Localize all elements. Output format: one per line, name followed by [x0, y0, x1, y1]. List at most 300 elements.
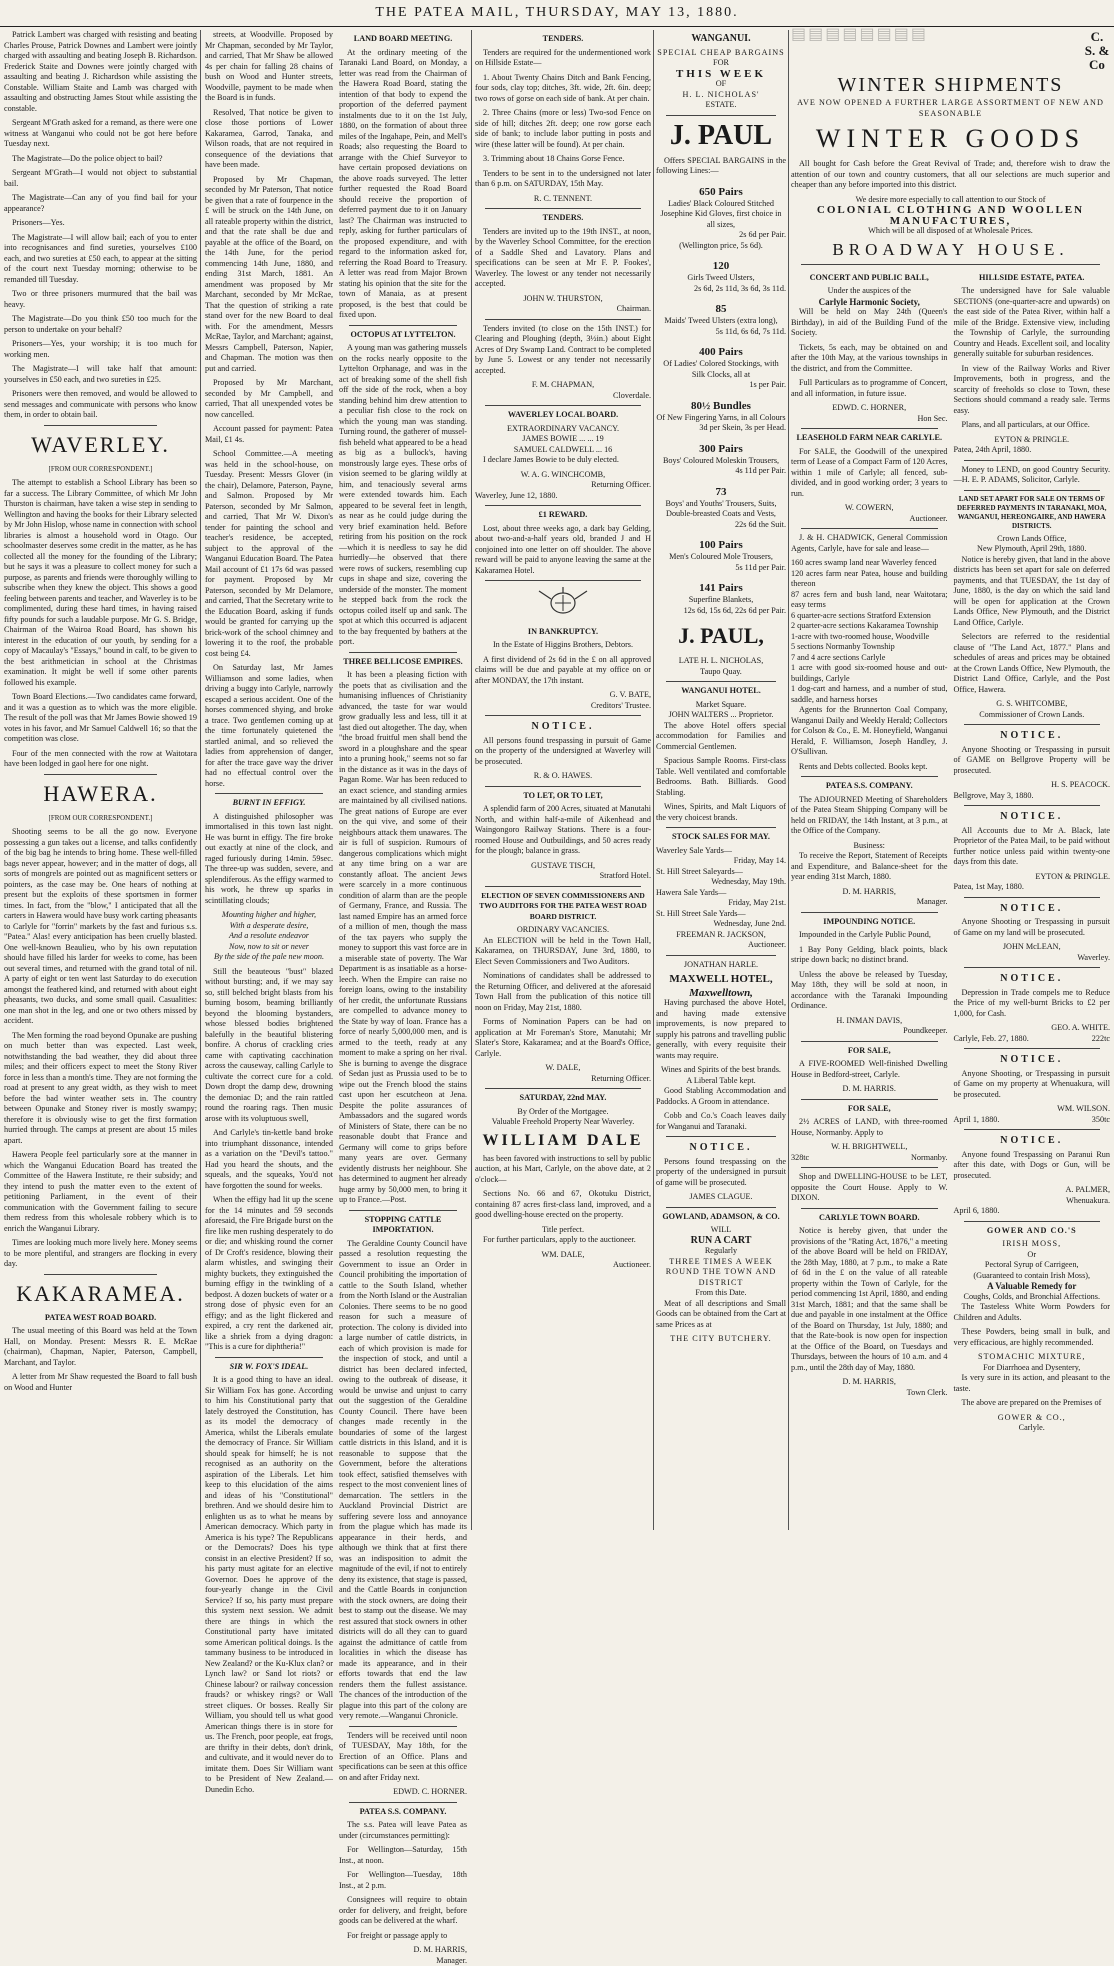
- advert-text: For freight or passage apply to: [339, 1931, 467, 1942]
- advert-text: Cobb and Co.'s Coach leaves daily for Wanganui and Taranaki.: [656, 1111, 786, 1132]
- item-price: 3d per Skein, 3s per Head.: [656, 423, 786, 434]
- advert-line: From this Date.: [656, 1288, 786, 1299]
- advert-text: Wines, Spirits, and Malt Liquors of the very choicest brands.: [656, 802, 786, 823]
- sale-date: Friday, May 21st.: [656, 898, 786, 909]
- advert-text: Tickets, 5s each, may be obtained on and after the 10th May, at the various townships in the district, and from the Committee.: [791, 343, 948, 375]
- advert-heading: NOTICE.: [656, 1143, 786, 1154]
- advert-text: Tenders are required for the undermentioned work on Hillside Estate—: [475, 48, 651, 69]
- masthead: THE PATEA MAIL, THURSDAY, MAY 13, 1880.: [0, 0, 1114, 27]
- divider: [801, 1099, 938, 1100]
- advert-text: Full Particulars as to programme of Concert, and all information, in future issue.: [791, 378, 948, 399]
- item-price: 2s 6d, 2s 11d, 3s 6d, 3s 11d.: [656, 284, 786, 295]
- advert-text: For further particulars, apply to the auctioneer.: [475, 1235, 651, 1246]
- signature-place: Whenuakura.: [954, 1196, 1111, 1207]
- advert-line: IRISH MOSS,: [954, 1239, 1111, 1250]
- advert-text: The above are prepared on the Premises of: [954, 1398, 1111, 1409]
- advert-heading: PATEA S.S. COMPANY.: [791, 781, 948, 792]
- advert-text: 1 Bay Pony Gelding, black points, black stripe down back; no distinct brand.: [791, 945, 948, 966]
- advert-line: THREE TIMES A WEEK: [656, 1257, 786, 1268]
- column-2b: [339, 30, 467, 1966]
- advert-text: Anyone Shooting, or Trespassing in pursuit of Game on my property at Whenuakura, will be prosecuted.: [954, 1069, 1111, 1101]
- paragraph: On Saturday last, Mr James Williamson and some ladies, when driving a buggy into Carlyle, narrowly escaped a serious accident. One of the horses commenced shying, and broke a trace. Two gentlemen coming up at the time fortunately quietened the startled animal, and so relieved the ladies from apprehension of danger, for after the trace gave way the driver had no effectual control over the horse.: [205, 663, 333, 789]
- signature: EYTON & PRINGLE.: [954, 435, 1111, 446]
- advert-line: THIS WEEK: [656, 69, 786, 80]
- signature: R. & O. HAWES.: [475, 771, 651, 782]
- signature-role: Creditors' Trustee.: [475, 701, 651, 712]
- advert-text: J. & H. CHADWICK, General Commission Agents, Carlyle, have for sale and lease—: [791, 533, 948, 554]
- item-price: 2s 6d per Pair.: [656, 230, 786, 241]
- advert-heading: NOTICE.: [954, 1055, 1111, 1066]
- advert-line: For Diarrhoea and Dysentery,: [954, 1363, 1111, 1374]
- signature-role: Commissioner of Crown Lands.: [954, 710, 1111, 721]
- advert-heading: LEASEHOLD FARM NEAR CARLYLE.: [791, 433, 948, 444]
- divider: [964, 897, 1101, 898]
- advert-date: Patea, 1st May, 1880.: [954, 882, 1111, 893]
- divider: [964, 1048, 1101, 1049]
- advert-date: April 1, 1880.: [954, 1115, 1000, 1126]
- item-description: Girls Tweed Ulsters,: [656, 273, 786, 284]
- advert-text: Anyone Shooting or Trespassing in pursuit of GAME on Bellgrove Property will be prosecuted.: [954, 745, 1111, 777]
- paragraph: The usual meeting of this Board was held at the Town Hall, on Monday. Present: Messrs R. E. McRae (chairman), Chapman, Napier, Paterson, Campbell, Marchant, and Taylor.: [4, 1326, 197, 1368]
- divider: [666, 955, 776, 956]
- paragraph: When the effigy had lit up the scene for the 14 minutes and 59 seconds aforesaid, the Fire Brigade burst on the fire like men rushing desperately to do or die; and whisking round the corner of Dr Croft's residence, blowing their alarm whistles, and swinging their mighty buckets, they extinguished the burning effigy in the twinkling of a bedpost. A dozen buckets of water or a strong dose of physic even for an effigy; and as the light flickered and expired, a cry rent the darkened air, like a shriek from a dying dragon: "This is a cure for diphtheria!": [205, 1195, 333, 1353]
- divider: [485, 715, 641, 716]
- advert-text: In view of the Railway Works and River Improvements, both in progress, and the scarcity of freeholds so close to Town, these Sections should command a ready sale. Terms easy.: [954, 364, 1111, 417]
- advert-heading: LAND SET APART FOR SALE ON TERMS OF DEFERRED PAYMENTS IN TARANAKI, MOA, WANGANUI, HEREONGAIRE, AND HAWERA DISTRICTS.: [954, 495, 1111, 531]
- item-price: 12s 6d, 15s 6d, 22s 6d per Pair.: [656, 606, 786, 617]
- signature-place: Normanby.: [911, 1153, 948, 1164]
- poll-result: SAMUEL CALDWELL ... 16: [475, 445, 651, 456]
- advert-heading: FOR SALE,: [791, 1046, 948, 1057]
- item-quantity: 300 Pairs: [656, 442, 786, 456]
- divider: [801, 1041, 938, 1042]
- advert-heading: NOTICE.: [954, 974, 1111, 985]
- divider: [44, 1274, 157, 1275]
- item-quantity: 120: [656, 259, 786, 273]
- paragraph: Prisoners—Yes, your worship; it is too much for working men.: [4, 339, 197, 360]
- advert-text: Tenders invited (to close on the 15th INST.) for Clearing and Ploughing (depth, 3½in.) about Eight Acres of Dry Swamp Land. Contract to be completed by June 5. Lowest or any tender not necessarily accepted.: [475, 324, 651, 377]
- advert-date: Waverley, June 12, 1880.: [475, 491, 651, 502]
- paragraph: The Magistrate—I will allow bail; each of you to enter into recognisances and find sureties, yourselves £100 each, and two sureties at £50 each, to appear at the sitting of the court next Tuesday morning; otherwise to be remanded till Tuesday.: [4, 233, 197, 286]
- advert-line: (Guaranteed to contain Irish Moss),: [954, 1271, 1111, 1282]
- column-2: [205, 30, 467, 1530]
- advert-line: LATE H. L. NICHOLAS,: [656, 656, 786, 667]
- signature-role: Poundkeeper.: [791, 1026, 948, 1037]
- advert-text: Plans, and all particulars, at our Office.: [954, 420, 1111, 431]
- advert-text: Spacious Sample Rooms. First-class Table. Well ventilated and comfortable Bedrooms. Bath. Billiards. Good Stabling.: [656, 756, 786, 798]
- signature: W. A. G. WINCHCOMB,: [475, 470, 651, 481]
- column-rule: [788, 30, 789, 1530]
- item-description: Maids' Tweed Ulsters (extra long),: [656, 316, 786, 327]
- column-rule: [471, 30, 472, 1530]
- signature-role: Auctioneer.: [475, 1260, 651, 1271]
- advert-text: The Tasteless White Worm Powders for Children and Adults.: [954, 1302, 1111, 1323]
- advert-line: New Plymouth, April 29th, 1880.: [954, 544, 1111, 555]
- section-title-kakaramea: KAKARAMEA.: [4, 1281, 197, 1307]
- advert-text: An ELECTION will be held in the Town Hall, Kakaramea, on THURSDAY, June 3rd, 1880, to Elect Seven Commissioners and Two Auditors.: [475, 936, 651, 968]
- advert-heading: CARLYLE TOWN BOARD.: [791, 1213, 948, 1224]
- section-title-waverley: WAVERLEY.: [4, 432, 197, 458]
- advert-line: Wines and Spirits of the best brands.: [656, 1065, 786, 1076]
- paragraph: Town Board Elections.—Two candidates came forward, and it was a question as to which was the more eligible. The result of the poll was that Mr James Bowie showed 19 votes in his favor, and Mr Samuel Caldwell 16; so that the competition was close.: [4, 692, 197, 745]
- signature-role: Chairman.: [475, 304, 651, 315]
- divider: [485, 1088, 641, 1089]
- listing: 120 acres farm near Patea, house and building thereon: [791, 569, 948, 590]
- advert-line: FOR: [656, 58, 786, 69]
- column-4: [656, 30, 786, 1530]
- signature: WM. WILSON.: [954, 1104, 1111, 1115]
- advert-heading: PATEA S.S. COMPANY.: [339, 1807, 467, 1818]
- advert-date: April 6, 1880.: [954, 1206, 1111, 1217]
- divider: [349, 1726, 457, 1727]
- advert-heading: TENDERS.: [475, 34, 651, 45]
- divider: [666, 827, 776, 828]
- advert-heading: HILLSIDE ESTATE, PATEA.: [954, 273, 1111, 284]
- item-price: 5s 11d, 6s 6d, 7s 11d.: [656, 327, 786, 338]
- paragraph: Prisoners—Yes.: [4, 218, 197, 229]
- item-price: 5s 11d per Pair.: [656, 563, 786, 574]
- divider: [801, 1167, 938, 1168]
- divider: [485, 886, 641, 887]
- crest-icon: [475, 585, 651, 623]
- advert-heading: IMPOUNDING NOTICE.: [791, 917, 948, 928]
- paragraph: At the ordinary meeting of the Taranaki Land Board, on Monday, a letter was read from the Chairman of the Hawera Road Board, stating the intention of that body to expend the proportion of the deferred payment instalments due to it on the 1st July, 1880, on the formation of about three miles of the Ingahape, Pein, and Mell's Roads; also requesting the Board to arrange with the Chief Surveyor to have certain proposed deviations on the above roads surveyed. The letter further requested the Road Board should receive the proportion of deferred payment due to it on January last? The Chairman was instructed to reply, asking for further particulars of the proposed expenditure, and with regard to the information asked for, referring the Road Board to Treasury. A letter was read from Major Brown stating his opinion that the site for the town of Manaia, as at present proposed, is the best that could be fixed upon.: [339, 48, 467, 321]
- paragraph: Two or three prisoners murmured that the bail was heavy.: [4, 289, 197, 310]
- advert-text: Anyone Shooting or Trespassing in pursuit of Game on my land will be prosecuted.: [954, 917, 1111, 938]
- listing: 87 acres fern and bush land, near Waitotara; easy terms: [791, 590, 948, 611]
- advert-line: ESTATE.: [656, 100, 786, 111]
- advert-text: 3. Trimming about 18 Chains Gorse Fence.: [475, 154, 651, 165]
- sale-date: Wednesday, June 2nd.: [656, 919, 786, 930]
- signature-role: Auctioneer.: [791, 514, 948, 525]
- advert-line: OF: [656, 79, 786, 90]
- advert-text: Unless the above be released by Tuesday, May 18th, they will be sold at noon, in accordance with the Taranaki Impounding Ordinance.: [791, 970, 948, 1012]
- item-description: Boys' and Youths' Trousers, Suits, Double-breasted Coats and Vests,: [656, 499, 786, 520]
- advert-line: We desire more especially to call attention to our Stock of: [791, 195, 1110, 206]
- paragraph: The Magistrate—Do the police object to bail?: [4, 154, 197, 165]
- column-5: [791, 30, 1110, 1530]
- divider: [666, 1207, 776, 1208]
- advert-text: In the Estate of Higgins Brothers, Debtors.: [475, 640, 651, 651]
- advert-line: A Liberal Table kept.: [656, 1076, 786, 1087]
- advert-heading: TENDERS.: [475, 213, 651, 224]
- item-quantity: 141 Pairs: [656, 581, 786, 595]
- advert-subheading: By Order of the Mortgagee.: [475, 1107, 651, 1118]
- column-1: [4, 30, 197, 1530]
- advert-code: 222tc: [1092, 1034, 1110, 1045]
- advert-text: Consignees will require to obtain order for delivery, and freight, before goods can be delivered at the wharf.: [339, 1895, 467, 1927]
- advert-heading: FOR SALE,: [791, 1104, 948, 1115]
- signature: A. PALMER,: [954, 1185, 1111, 1196]
- divider: [485, 319, 641, 320]
- advert-line: Crown Lands Office,: [954, 534, 1111, 545]
- advert-text: For Wellington—Tuesday, 18th Inst., at 2 p.m.: [339, 1870, 467, 1891]
- advert-text: Nominations of candidates shall be addressed to the Returning Officer, and delivered at the aforesaid Town Hall from the publication of this notice till noon on Friday, May 21st, 1880.: [475, 971, 651, 1013]
- signature-place: Waverley.: [954, 953, 1111, 964]
- divider: [666, 681, 776, 682]
- divider: [964, 805, 1101, 806]
- advert-text: Offers SPECIAL BARGAINS in the following Lines:—: [656, 156, 786, 177]
- advert-text: Forms of Nomination Papers can be had on application at Mr Foreman's Store, Manutahi; Mr Slater's Store, Kakaramea; and at the Board's Office, Carlyle.: [475, 1017, 651, 1059]
- paragraph: The Men forming the road beyond Opunake are pushing on much better than was expected. Last week, notwithstanding the bad weather, they did about three miles; and their officers expect to meet the Stony River force in less than a month's time. They are not forming the road at present to any great width, as they wish to meet before the bad winter weather sets in. The country between Opunake and Stoney river is mostly swampy; therefore it is obviously wise to get the first formation hurried through. The camps at present are about 15 miles apart.: [4, 1031, 197, 1147]
- advert-code: 350tc: [1092, 1115, 1110, 1126]
- item-description: Ladies' Black Coloured Stitched Josephine Kid Gloves, first choice in all sizes,: [656, 199, 786, 231]
- advert-line: Or: [954, 1250, 1111, 1261]
- item-price: 4s 11d per Pair.: [656, 466, 786, 477]
- advert-line: AVE NOW OPENED A FURTHER LARGE ASSORTMENT OF NEW AND SEASONABLE: [791, 98, 1110, 119]
- listing: 1 acre with good six-roomed house and out-buildings, Carlyle: [791, 663, 948, 684]
- divider: [964, 1221, 1101, 1222]
- divider: [215, 1357, 323, 1358]
- divider: [801, 428, 938, 429]
- signature: JOHN McLEAN,: [954, 942, 1111, 953]
- advert-line: COLONIAL CLOTHING AND WOOLLEN MANUFACTURES,: [791, 205, 1110, 226]
- paragraph: The Magistrate—Can any of you find bail for your appearance?: [4, 193, 197, 214]
- advert-heading: STOCK SALES FOR MAY.: [656, 832, 786, 843]
- signature: G. S. WHITCOMBE,: [954, 699, 1111, 710]
- item-quantity: 80½ Bundles: [656, 399, 786, 413]
- listing: 6 quarter-acre sections Stratford Extension: [791, 611, 948, 622]
- advert-subheading: Maxwelltown,: [656, 988, 786, 999]
- signature: GEO. A. WHITE.: [954, 1023, 1111, 1034]
- advert-text: I declare James Bowie to be duly elected.: [475, 455, 651, 466]
- paragraph: The Magistrate—I will take half that amount: yourselves in £50 each, and two sureties in £25.: [4, 364, 197, 385]
- advert-text: Notice is hereby given, that land in the above districts has been set apart for sale on deferred payments, and that TUESDAY, the 1st day of June, 1880, is the day on which the said land will be open for application at the Crown Lands Office, New Plymouth, and the District Land Office, Carlyle.: [954, 555, 1111, 629]
- advert-text: All persons found trespassing in pursuit of Game on the property of the undersigned at Waverley will be prosecuted.: [475, 736, 651, 768]
- listing: 1 dog-cart and harness, and a number of stud, saddle, and harness horses: [791, 684, 948, 705]
- paragraph: The attempt to establish a School Library has been so far a success. The Library Committee, of which Mr John Thurston is chairman, have taken a wise step in sending to Wellington and having the books for their Library selected by Mr John Hislop, whose name in connection with school libraries is almost a household word in Otago. Our schoolmaster deserves some credit in the matter, as he has collected all the money for the founding of the Library; but he says it was a pleasure to collect money for such a purpose, as parents and friends were thoroughly willing to subscribe when they knew the object. This shows a good feeling between parents and teacher, and Waverley is to be complimented, during these hard times, in having raised fifty pounds for such a laudable purpose. Mr G. S. Bridge, Chairman of the Wairoa Road Board, has shown his interest in the education of our youth, by sending for a copy of Macaulay's "Essays," bound in calf, to be given to the best arithmetician in school at the Christmas examination. It might be well if some other parents followed his example.: [4, 478, 197, 688]
- advert-text: The s.s. Patea will leave Patea as under (circumstances permitting):: [339, 1820, 467, 1841]
- item-description: Men's Coloured Mole Trousers,: [656, 552, 786, 563]
- advert-text: Lost, about three weeks ago, a dark bay Gelding, about two-and-a-half years old, branded J and H conjoined into one letter on off shoulder. The above reward will be paid to anyone leaving the same at the Kakaramea Hotel.: [475, 524, 651, 577]
- item-quantity: 400 Pairs: [656, 345, 786, 359]
- advert-line: GOWER & CO.,: [954, 1413, 1111, 1424]
- advert-line: THE CITY BUTCHERY.: [656, 1334, 786, 1345]
- signature: W. COWERN,: [791, 503, 948, 514]
- item-description: Of New Fingering Yarns, in all Colours: [656, 413, 786, 424]
- paragraph: streets, at Woodville. Proposed by Mr Chapman, seconded by Mr Taylor, and carried, That Mr Shaw be allowed 4s per chain for falling 28 chains of bush on Wood and Hunter streets, Woodville, payment to be made when the Board is in funds.: [205, 30, 333, 104]
- advert-text: Tenders are invited up to the 19th INST., at noon, by the Waverley School Committee, for the erection of a Saddle Shed and Lavatory. Plans and specifications can be seen at Mr F. P. Fookes', Waverley. The lowest or any tender not necessarily accepted.: [475, 227, 651, 290]
- advert-line: H. L. NICHOLAS': [656, 90, 786, 101]
- article-heading: SIR W. FOX'S IDEAL.: [205, 1362, 333, 1373]
- divider: [801, 912, 938, 913]
- advert-line: RUN A CART: [656, 1236, 786, 1247]
- column-5a: [791, 269, 948, 1434]
- advert-text: 2½ ACRES of LAND, with three-roomed House, Normanby. Apply to: [791, 1117, 948, 1138]
- paragraph: Times are looking much more lively here. Money seems to be more plentiful, and strangers are flocking in every day.: [4, 1238, 197, 1270]
- divider: [964, 1129, 1101, 1130]
- item-note: (Wellington price, 5s 6d).: [656, 241, 786, 252]
- advert-text: Notice is hereby given, that under the provisions of the "Rating Act, 1876," a meeting of the above Board will be held on FRIDAY, the 28th May, 1880, at 7 p.m., to make a Rate of 6d in the £ on the value of all rateable property within the Town of Carlyle, for the period commencing 1st April, 1880, and ending 31st March, 1881; and that the same shall be due and payable in one instalment at the Office of the Board on Thursday, 1st July, 1880; and that the Rate-book is now open for inspection at the Office of the Board, on Tuesdays and Thursdays, between the hours of 10 a.m. and 4 p.m., until the 28th day of May, 1880.: [791, 1226, 948, 1373]
- advert-title: BROADWAY HOUSE.: [791, 240, 1110, 260]
- signature: W. DALE,: [475, 1063, 651, 1074]
- signature: EDWD. C. HORNER.: [339, 1787, 467, 1798]
- paragraph: Four of the men connected with the row at Waitotara have been lodged in gaol here for one night.: [4, 749, 197, 770]
- divider: [349, 1210, 457, 1211]
- advert-text: Anyone found Trespassing on Paranui Run after this date, with Dogs or Gun, will be prosecuted.: [954, 1150, 1111, 1182]
- advert-heading: WANGANUI HOTEL.: [656, 686, 786, 697]
- faded-print: ▤▤▤▤▤▤▤▤: [791, 30, 921, 60]
- advert-text: Is very sure in its action, and pleasant to the taste.: [954, 1373, 1111, 1394]
- divider: [349, 652, 457, 653]
- paragraph: School Committee.—A meeting was held in the school-house, on Tuesday. Present: Messrs Glover (in the chair), Delamore, Paterson, Payne, and Salmon. Proposed by Mr Paterson, seconded by Mr Salmon, and carried, That Mr W. Dixon's tender for painting the school and teacher's residence, be accepted, subject to the approval of the Wanganui Education Board. The Patea Mail account of £1 17s 6d was passed for payment. Proposed by Mr Paterson, seconded by Mr Delamore, and carried, That the Secretary write to the Education Board, asking if funds would be granted for carrying up the brick-work of the school chimney and lowering it to the roof, the probable cost being £4.: [205, 449, 333, 659]
- paragraph: Hawera People feel particularly sore at the manner in which the Wanganui Education Board has treated the Committee of the Hawera Institute, re their subsidy; and they intend to push the matter even to the extent of petitioning Parliament, in the event of their communication with the Government failing to secure them redress from this wholesale robbery which is to enrich the Wanganui Library.: [4, 1150, 197, 1234]
- signature: WM. DALE,: [475, 1250, 651, 1261]
- advert-text: All Accounts due to Mr A. Black, late Proprietor of the Patea Mail, to be paid without further notice unless paid within twenty-one days from this date.: [954, 826, 1111, 868]
- item-quantity: 100 Pairs: [656, 538, 786, 552]
- advert-line: Taupo Quay.: [656, 667, 786, 678]
- sale-venue: Waverley Sale Yards—: [656, 846, 786, 857]
- advert-heading: TO LET, OR TO LET,: [475, 791, 651, 802]
- signature: JAMES CLAGUE.: [656, 1192, 786, 1203]
- signature: G. V. BATE,: [475, 690, 651, 701]
- divider: [801, 776, 938, 777]
- column-5b: [954, 269, 1111, 1434]
- advert-line: SPECIAL CHEAP BARGAINS: [656, 48, 786, 59]
- item-price: 22s 6d the Suit.: [656, 520, 786, 531]
- advert-heading: NOTICE.: [954, 731, 1111, 742]
- advert-text: Tenders will be received until noon of TUESDAY, May 18th, for the Erection of an Office. Plans and specifications can be seen at this office on and after Friday next.: [339, 1731, 467, 1784]
- paragraph: A letter from Mr Shaw requested the Board to fall bush on Wood and Hunter: [4, 1372, 197, 1393]
- signature: D. M. HARRIS,: [791, 887, 948, 898]
- sale-venue: St. Hill Street Sale Yards—: [656, 909, 786, 920]
- poll-result: JAMES BOWIE ... ... 19: [475, 434, 651, 445]
- advert-date: Bellgrove, May 3, 1880.: [954, 791, 1111, 802]
- advert-date: Patea, 24th April, 1880.: [954, 445, 1111, 456]
- advert-subheading: EXTRAORDINARY VACANCY.: [475, 424, 651, 435]
- divider: [485, 505, 641, 506]
- paragraph: A young man was gathering mussels on the rocks nearly opposite to the Lyttelton Orphanage, and was in the act of breaking some of the shell fish off the side of the rock, when a boy standing behind him drew attention to a peculiar fish close to the rock on which the young man was standing. Turning round, the gatherer of mussel-fish beheld what appeared to be a head as big as a bullock's, having monstrously large eyes. These orbs of vision seemed to be glaring wildly at him, and tenaciously several arms were extended towards him. Each appeared to be several feet in length, as near as he could judge during the very brief examination held. Before retiring from his position on the rock—which it is needless to say he did hurriedly—he observed that there were rows of suckers, resembling cup cups in shape and size, covering the underside of the monster. The moment he stepped back from the rock the octopus coiled itself up and sank. The spot at which this occurred is adjacent to the bay frequented by bathers at the port.: [339, 343, 467, 648]
- listing: 1-acre with two-roomed house, Woodville: [791, 632, 948, 643]
- paragraph: Resolved, That notice be given to close those portions of Lower Kakaramea, Garrod, Tanaka, and Wilson roads, that are not required in consequence of the deviations that have been made.: [205, 108, 333, 171]
- signature-role: Hon Sec.: [791, 414, 948, 425]
- signature: EYTON & PRINGLE.: [954, 872, 1111, 883]
- advert-code: 328tc: [791, 1153, 809, 1164]
- sale-date: Friday, May 14.: [656, 856, 786, 867]
- signature: JOHN W. THURSTON,: [475, 294, 651, 305]
- divider: [666, 115, 776, 116]
- advert-text: Money to LEND, on good Country Security.—H. E. P. ADAMS, Solicitor, Carlyle.: [954, 465, 1111, 486]
- auctioneer-name: WILLIAM DALE: [475, 1131, 651, 1151]
- divider: [485, 580, 641, 581]
- signature: D. M. HARRIS,: [791, 1377, 948, 1388]
- paragraph: Prisoners were then removed, and would be allowed to send messages and communicate with persons who know them, in order to obtain bail.: [4, 389, 197, 421]
- advert-line: WILL: [656, 1225, 786, 1236]
- section-title-hawera: HAWERA.: [4, 781, 197, 807]
- divider: [44, 774, 157, 775]
- advert-line: Business:: [791, 841, 948, 852]
- advert-text: Good Stabling Accommodation and Paddocks. A Groom in attendance.: [656, 1086, 786, 1107]
- advert-text: Persons found trespassing on the property of the undersigned in pursuit of game will be prosecuted.: [656, 1157, 786, 1189]
- paragraph: It has been a pleasing fiction with the poets that as civilisation and the humanising influences of Christianity advanced, the taste for war would grow gradually less and less, till it at last died out altogether. The day, when "the broad fruitful men shall bend the sword in a ploughshare and the spear into a pruning hook," seems not so far in the distance as it was in the days of Pagan Rome. War has been reduced to an exact science, and standing armies are maintained by all civilised nations. The great nations of Europe are ever on the qui vive, and some of their neighbours attack them unawares. The air is full of suspicion. Rumours of dangerous complications which might at any time bring on a war are constantly afloat. The ancient Jews were scarcely in a more continuous condition of alarm than are the people of Germany, France, and Russia. The last named Empire has an armed force of a million of men, though the mass of the tax payers who supply the money to support this vast force are in a miserable state of poverty. The War Department is as insatiable as a horse-leech. When the Empire can raise no foreign loans, owing to the instability of her credit, the unfortunate Russians are compelled to advance money to the State by way of loan. France has a force of nearly 5,000,000 men, and is armed to the teeth, ready at any moment to make a spring on her rival. She is burning to avenge the disgrace of Sedan just as Prussia used to be to wipe out the French blood the stains cast upon her escutcheon at Jena. Despite the polite assurances of Ambassadors and the sugared words of Ministers of State, there can be no reasonable doubt that France and Germany will come to grips before many years are over. Germany evidently distrusts her neighbour. She has determined to augment her already huge army by 50,000 men, to bring it up to France.—Post.: [339, 670, 467, 1206]
- paragraph: It is a good thing to have an ideal. Sir William Fox has gone. According to him his Constitutional party that lately destroyed the Constitution, has as its model the democracy of America, whilst the Liberals emulate the democracy of France. Sir William should speak for himself; he is not recognised as an authority on the aspiration of the Liberals. Let him keep to this elucidation of the aims and ideas of his "Constitutional" brethren. And we should desire him to enlighten us as to what he means by American democracy. Which party in America is his type? The Republicans or the Democrats? Does his type consist in an elective President? If so, his party must agitate for an elective Governor. Does he approve of the four-yearly change in the Civil Service? If so, his party must prepare this system next session. We admit there are things in which the Constitutional party have imitated some American political doings. Is the tammany business to be introduced in New Zealand? or the Ku-Klux clan? or Lynch law? or Sand lot riots? or Chinese labour? or railway concession frauds? or whiskey rings? or Wall street cliques. Or bosses. Really Sir William, you should tell us what good American things there is in store for us. The French, poor people, eat frogs, are thrifty in their debts, don't drink, and cultivate, and it would never do to imitate them. Does Sir William want to be President of New Zealand.—Dunedin Echo.: [205, 1375, 333, 1795]
- article-heading: LAND BOARD MEETING.: [339, 34, 467, 45]
- column-rule: [200, 30, 201, 1530]
- advert-line: Carlyle.: [954, 1423, 1111, 1434]
- article-heading: THREE BELLICOSE EMPIRES.: [339, 657, 467, 668]
- advert-heading: ELECTION OF SEVEN COMMISSIONERS AND TWO AUDITORS FOR THE PATEA WEST ROAD BOARD DISTRICT.: [475, 891, 651, 923]
- advert-heading: MAXWELL HOTEL,: [656, 974, 786, 985]
- signature: D. M. HARRIS,: [339, 1945, 467, 1956]
- sale-venue: St. Hill Street Saleyards—: [656, 867, 786, 878]
- advert-heading: IN BANKRUPTCY.: [475, 627, 651, 638]
- divider: [964, 460, 1101, 461]
- signature-role: Returning Officer.: [475, 1074, 651, 1085]
- advert-line: Carlyle Harmonic Society,: [791, 297, 948, 308]
- advert-text: Meat of all descriptions and Small Goods can be obtained from the Cart at same Prices as at: [656, 1299, 786, 1331]
- advert-line: JONATHAN HARLE.: [656, 960, 786, 971]
- advert-text: Will be held on May 24th (Queen's Birthday), in aid of the Building Fund of the Society.: [791, 307, 948, 339]
- paragraph: The Geraldine County Council have passed a resolution requesting the Government to issue an Order in Council prohibiting the importation of cattle to the South Island, whether from the North Island or the Australian Colonies. There seems to be no good reason for such a measure of protection. The colony is divided into a large number of cattle districts, in each of which provision is made for the inspection of stock, and until a district has been declared infected, owing to the outbreak of disease, it would be unwise and unjust to carry out the suggestion of the Geraldine County Council. There have been changes made recently in the boundaries of some of the largest cattle districts in this Island, and it is reasonable to suppose that the Government, before the alterations took effect, satisfied themselves with respect to the most convenient lines of demarcation. The settlers in the Auckland Provincial District are suffering severe loss and annoyance from the plague which has made its appearance in their herds, and although we think that at first there was an indisposition to admit the magnitude of the evil, if not to entirely deny its existence, that stage is passed, and the Cattle Boards in conjunction with the stock owners, are doing their best to stamp out the disease. We may rest assured that stock owners in other districts will do all they can to guard against the admittance of cattle from localities in which the disease has made its appearance, and in their efforts towards that end the law renders them the fullest assistance. The chances of the introduction of the plague into this part of the colony are very remote.—Wanganui Chronicle.: [339, 1239, 467, 1722]
- item-quantity: 73: [656, 485, 786, 499]
- advert-line: A Valuable Remedy for: [954, 1281, 1111, 1292]
- signature: F. M. CHAPMAN,: [475, 380, 651, 391]
- divider: [485, 786, 641, 787]
- advert-subheading: ORDINARY VACANCIES.: [475, 925, 651, 936]
- signature-role: Town Clerk.: [791, 1388, 948, 1399]
- divider: [485, 405, 641, 406]
- section-subtitle: [FROM OUR CORRESPONDENT.]: [4, 813, 197, 824]
- advert-heading: WANGANUI.: [656, 34, 786, 45]
- section-subtitle: [FROM OUR CORRESPONDENT.]: [4, 464, 197, 475]
- item-price: 1s per Pair.: [656, 380, 786, 391]
- advert-text: Rents and Debts collected. Books kept.: [791, 762, 948, 773]
- advert-line: Pectoral Syrup of Carrigeen,: [954, 1260, 1111, 1271]
- listing: 7 and 4 acre sections Carlyle: [791, 653, 948, 664]
- merchant-name: J. PAUL: [656, 120, 786, 152]
- advert-heading: WINTER SHIPMENTS: [791, 75, 1110, 95]
- advert-heading: WAVERLEY LOCAL BOARD.: [475, 410, 651, 421]
- advert-line: Coughs, Colds, and Bronchial Affections.: [954, 1292, 1111, 1303]
- signature: H. INMAN DAVIS,: [791, 1016, 948, 1027]
- paragraph: Still the beauteous "bust" blazed without bursting; and, if we may say so, still belched bright blasts from his burning bosom, beaming brilliantly beyond the blooming bystanders, whose blessed bodies brightened balefully in the beautiful blistering bonfire. A chorus of crackling cries came with captivating cacchination across the causeway, calling Carlyle to cultivate the correct cure for a cold. Down dropt the damp dew, drowning the demoniac D; and the rain rattled round the roaring rags. Then music arose with its voluptuous swell,: [205, 967, 333, 1125]
- advert-heading: GOWER AND CO.'S: [954, 1226, 1111, 1237]
- signature: FREEMAN R. JACKSON,: [656, 930, 786, 941]
- advert-heading: NOTICE.: [954, 1136, 1111, 1147]
- divider: [964, 724, 1101, 725]
- signature: D. M. HARRIS.: [791, 1084, 948, 1095]
- advert-line: Regularly: [656, 1246, 786, 1257]
- article-heading: STOPPING CATTLE IMPORTATION.: [339, 1215, 467, 1236]
- advert-heading: NOTICE.: [954, 812, 1111, 823]
- advert-text: Agents for the Brunnerton Coal Company, Wanganui Daily and Weekly Herald; Collectors for Colson & Co., E. M. Honeyfield, Wanganui Herald, F. Williamson, Joseph Handley, J. O'Sullivan.: [791, 705, 948, 758]
- advert-heading: SATURDAY, 22nd MAY.: [475, 1093, 651, 1104]
- column-rule: [653, 30, 654, 1530]
- signature-role: Returning Officer.: [475, 480, 651, 491]
- divider: [349, 1802, 457, 1803]
- paragraph: Sergeant M'Grath—I would not object to substantial bail.: [4, 168, 197, 189]
- advert-text: The above Hotel offers special accommodation for Families and Commercial Gentlemen.: [656, 721, 786, 753]
- signature-role: Manager.: [339, 1956, 467, 1966]
- advert-text: Selectors are referred to the residential clause of "The Land Act, 1877." Plans and schedules of areas and prices may be obtained at the Crown Lands Office, New Plymouth, the District Land Office, Carlyle, and the Post Office, Hawera.: [954, 632, 1111, 695]
- paragraph: Sergeant M'Grath asked for a remand, as there were one witness at Wanganui who could not be got here before Tuesday next.: [4, 118, 197, 150]
- paragraph: Proposed by Mr Marchant, seconded by Mr Campbell, and carried, That all unexpended votes be now cancelled.: [205, 378, 333, 420]
- signature: W. H. BRIGHTWELL,: [791, 1142, 948, 1153]
- advert-text: A first dividend of 2s 6d in the £ on all approved claims will be due and payable at my office on or after MONDAY, the 17th instant.: [475, 655, 651, 687]
- advert-heading: CONCERT AND PUBLIC BALL,: [791, 273, 948, 284]
- paragraph: And Carlyle's tin-kettle band broke into triumphant dissonance, intended as a variation on the "Devil's tattoo." Had you heard the shouts, and the squeals, and the squeaks, You'd not have forgotten the sound for weeks.: [205, 1128, 333, 1191]
- advert-text: has been favored with instructions to sell by public auction, at his Mart, Carlyle, on the above date, at 2 o'clock—: [475, 1154, 651, 1186]
- article-heading: BURNT IN EFFIGY.: [205, 798, 333, 809]
- merchant-name: J. PAUL,: [656, 620, 786, 652]
- signature-role: Auctioneer.: [656, 940, 786, 951]
- advert-line: Market Square.: [656, 700, 786, 711]
- divider: [801, 1208, 938, 1209]
- advert-text: All bought for Cash before the Great Revival of Trade; and, therefore wish to draw the attention of our town and country customers, that all our selections are much superior and cheaper than any before imported into this district.: [791, 159, 1110, 191]
- listing: 5 sections Normanby Township: [791, 642, 948, 653]
- paragraph: Proposed by Mr Chapman, seconded by Mr Paterson, That notice be given that a rate of fourpence in the £ will be struck on the 14th June, on all rateable property within the district, and that the rate shall be due and payable at the office of the Board, on the 14th June, for the period commencing 14th June, 1880, and ending 31st March, 1881. An amendment was proposed by Mr Marchant, seconded by Mr McRae, That the question of striking a rate stand over for the new Board to deal with. For the amendment, Messrs McRae, Taylor, and Marchant; against, Messrs Campbell, Paterson, Napier, and Chapman. The motion was then put and carried.: [205, 175, 333, 375]
- advert-text: Shop and DWELLING-HOUSE to be LET, opposite the Court House. Apply to W. DIXON.: [791, 1172, 948, 1204]
